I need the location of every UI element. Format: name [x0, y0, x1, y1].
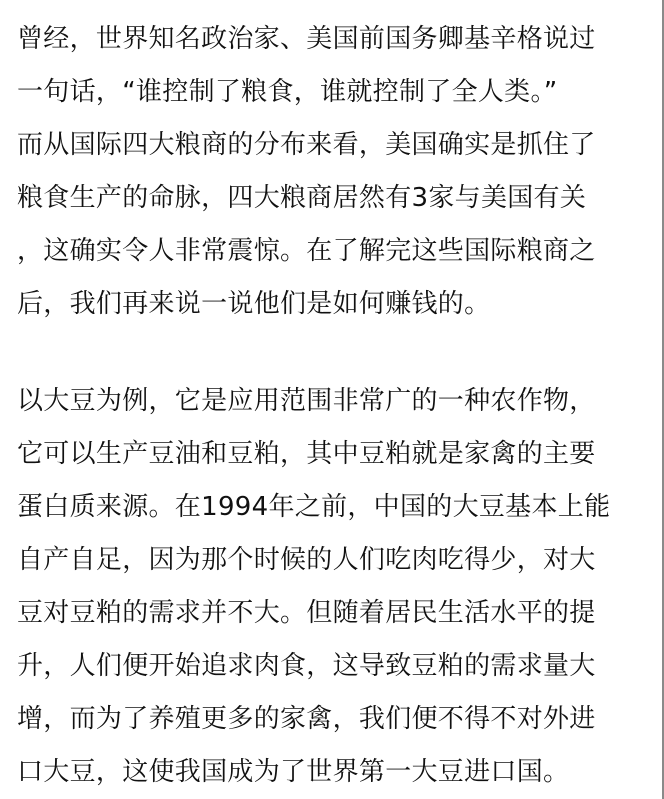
text-line: 豆对豆粕的需求并不大。但随着居民生活水平的提 [17, 598, 596, 628]
text-line: 它可以生产豆油和豆粕，其中豆粕就是家禽的主要 [17, 439, 596, 469]
paragraph-2 [17, 375, 664, 799]
text-line: ，这确实令人非常震惊。在了解完这些国际粮商之 [17, 236, 596, 266]
text-line: 粮食生产的命脉，四大粮商居然有3家与美国有关 [17, 183, 587, 213]
text-line: 以大豆为例，它是应用范围非常广的一种农作物， [17, 386, 596, 416]
text-line: 口大豆，这使我国成为了世界第一大豆进口国。 [17, 757, 570, 787]
paragraph-1 [17, 13, 664, 331]
text-line: 蛋白质来源。在1994年之前，中国的大豆基本上能 [17, 492, 611, 522]
text-line: 增，而为了养殖更多的家禽，我们便不得不对外进 [17, 704, 596, 734]
text-line: 而从国际四大粮商的分布来看，美国确实是抓住了 [17, 130, 596, 160]
text-line: 升，人们便开始追求肉食，这导致豆粕的需求量大 [17, 651, 596, 681]
text-line: 后，我们再来说一说他们是如何赚钱的。 [17, 289, 491, 319]
text-line: 曾经，世界知名政治家、美国前国务卿基辛格说过 [17, 24, 596, 54]
text-line: 一句话，“谁控制了粮食，谁就控制了全人类。” [17, 77, 558, 107]
text-line: 自产自足，因为那个时候的人们吃肉吃得少，对大 [17, 545, 596, 575]
